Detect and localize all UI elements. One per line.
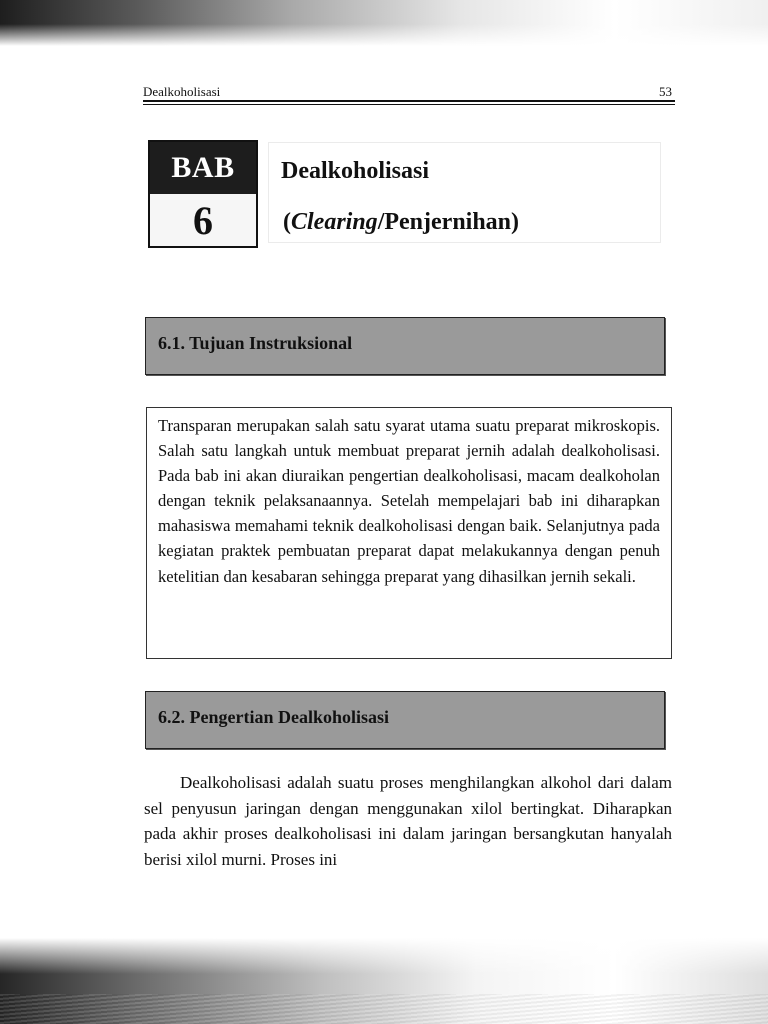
body-paragraph: Dealkoholisasi adalah suatu proses menghilangkan alkohol dari dalam sel penyusun jaringan dengan menggunakan xilol bertingkat. Diharapkan pada akhir proses dealkoholisasi ini dalam jaringan bersangkutan hanyalah berisi xilol murni. Proses ini	[144, 773, 672, 869]
objective-text: Transparan merupakan salah satu syarat utama suatu preparat mikroskopis. Salah satu langkah untuk membuat preparat jernih adalah dealkoholisasi. Pada bab ini akan diuraikan pengertian dealkoholisasi, macam dealkoholan dengan teknik pelaksanaannya. Setelah mempelajari bab ini diharapkan mahasiswa memahami teknik dealkoholisasi dengan baik. Selanjutnya pada kegiatan praktek pembuatan preparat dapat melakukannya dengan penuh ketelitian dan kesabaran sehingga preparat yang dihasilkan jernih sekali.	[158, 416, 660, 586]
chapter-title: Dealkoholisasi	[281, 158, 430, 184]
objective-box	[146, 407, 672, 659]
subtitle-rest: /Penjernihan)	[377, 209, 520, 235]
page-number: 53	[659, 84, 672, 99]
top-scan-shadow	[0, 0, 768, 46]
section-heading-tujuan	[145, 317, 665, 375]
chapter-title-box	[268, 142, 661, 243]
section-heading-label: 6.1. Tujuan Instruksional	[158, 333, 353, 353]
chapter-subtitle	[283, 209, 519, 236]
section-heading-label: 6.2. Pengertian Dealkoholisasi	[158, 707, 390, 727]
chapter-label: BAB	[150, 142, 256, 194]
header-rule-thin	[143, 104, 675, 105]
subtitle-open-paren: (	[283, 209, 291, 235]
section-heading-pengertian	[145, 691, 665, 749]
header-rule-thick	[143, 100, 675, 102]
chapter-number: 6	[193, 197, 213, 243]
bottom-scan-shadow	[0, 938, 768, 1024]
subtitle-italic-term: Clearing	[291, 209, 378, 235]
running-title: Dealkoholisasi	[143, 84, 221, 99]
chapter-badge	[148, 140, 258, 248]
